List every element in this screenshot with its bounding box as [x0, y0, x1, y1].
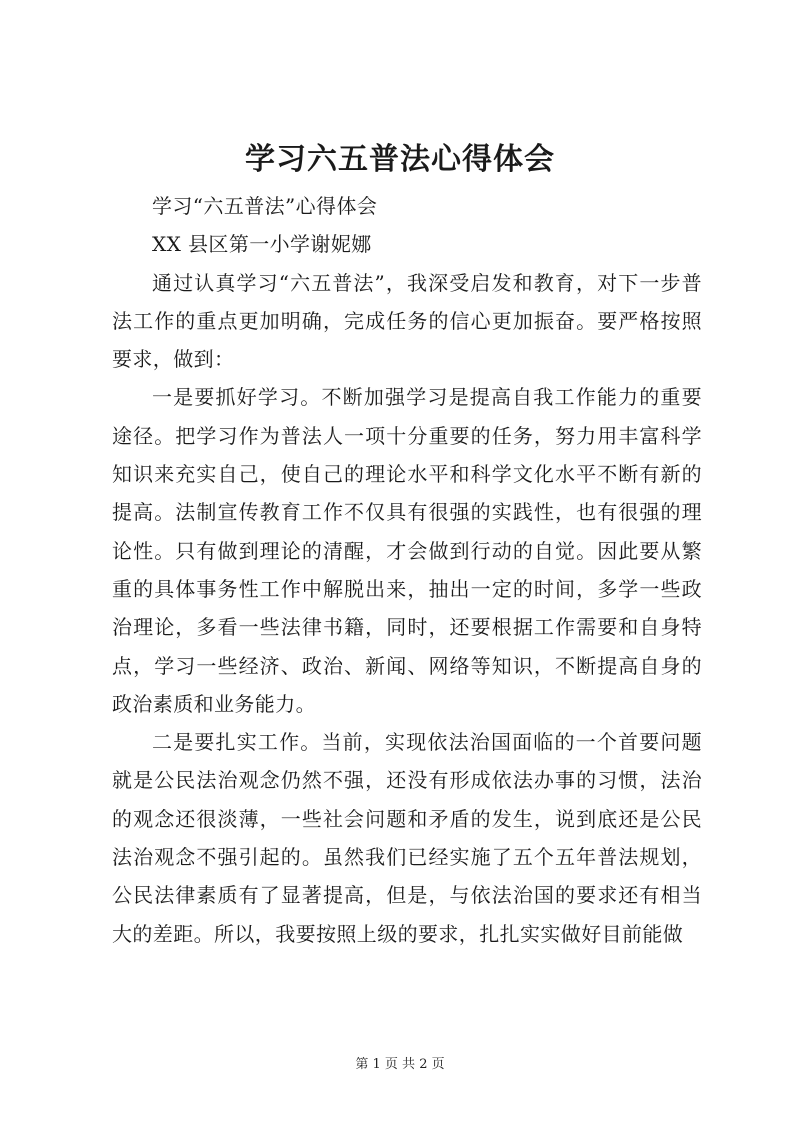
page-footer: 第 1 页 共 2 页 [355, 1057, 445, 1072]
document-body [112, 187, 702, 953]
document-title: 学习六五普法心得体会 [245, 142, 555, 177]
paragraph-author: XX 县区第一小学谢妮娜 [152, 232, 372, 257]
paragraph-point-two: 二是要扎实工作。当前，实现依法治国面临的一个首要问题就是公民法治观念仍然不强，还没有形成依法办事的习惯，法治的观念还很淡薄，一些社会问题和矛盾的发生，说到底还是公民法治观念不强引起的。虽然我们已经实施了五个五年普法规划，公民法律素质有了显著提高，但是，与依法治国的要求还有相当大的差距。所以，我要按照上级的要求，扎扎实实做好目前能做 [112, 730, 702, 946]
paragraph-intro: 通过认真学习“六五普法”，我深受启发和教育，对下一步普法工作的重点更加明确，完成任务的信心更加振奋。要严格按照要求，做到： [112, 270, 702, 372]
paragraph-point-one: 一是要抓好学习。不断加强学习是提高自我工作能力的重要途径。把学习作为普法人一项十分重要的任务，努力用丰富科学知识来充实自己，使自己的理论水平和科学文化水平不断有新的提高。法制宣传教育工作不仅具有很强的实践性，也有很强的理论性。只有做到理论的清醒，才会做到行动的自觉。因此要从繁重的具体事务性工作中解脱出来，抽出一定的时间，多学一些政治理论，多看一些法律书籍，同时，还要根据工作需要和自身特点，学习一些经济、政治、新闻、网络等知识，不断提高自身的政治素质和业务能力。 [112, 385, 702, 716]
paragraph-subtitle: 学习“六五普法”心得体会 [152, 194, 378, 218]
